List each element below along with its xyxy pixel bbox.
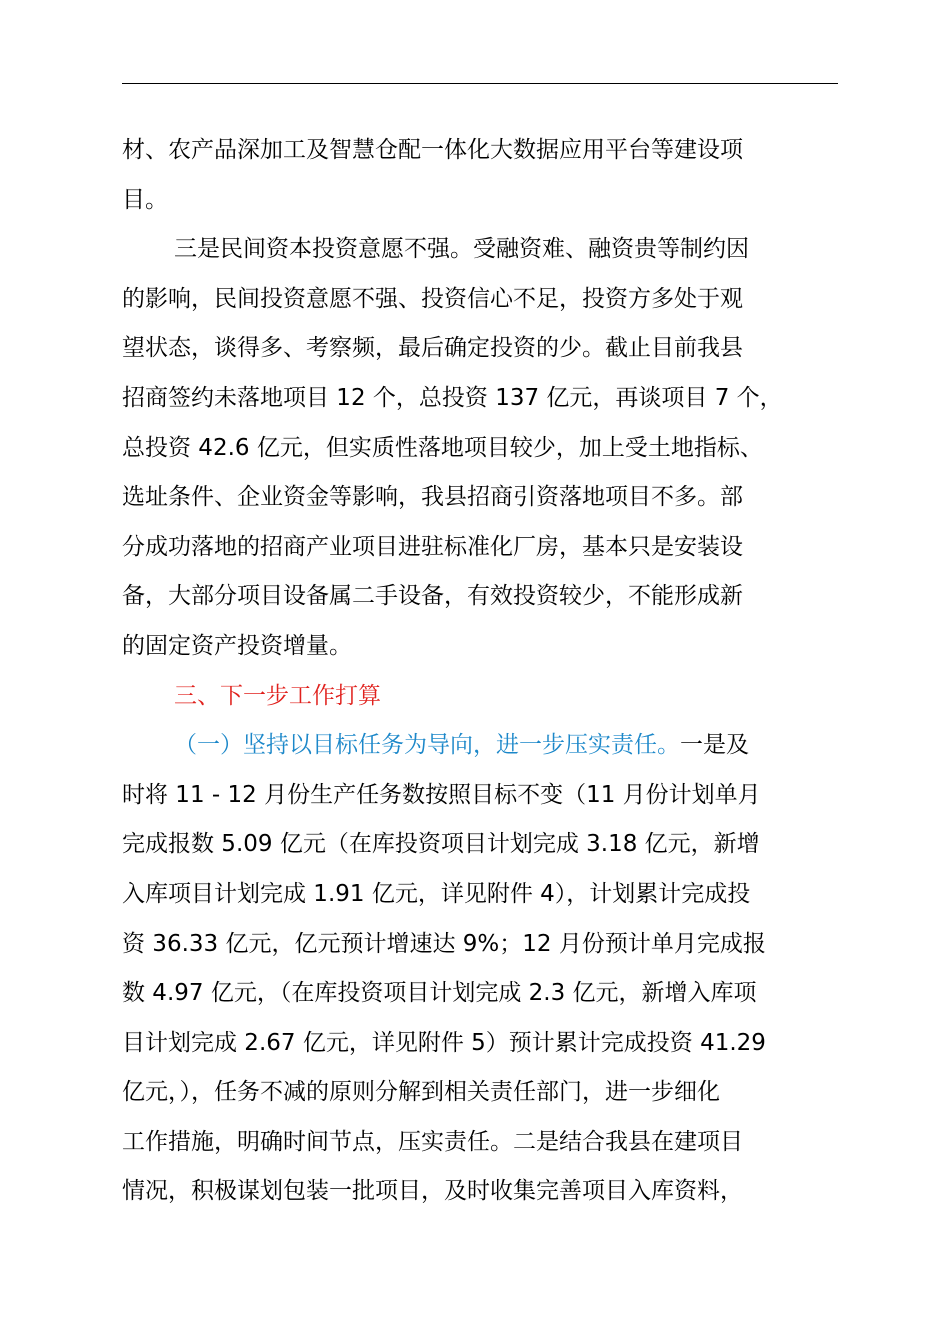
text-line: 入库项目计划完成 1.91 亿元，详见附件 4），计划累计完成投 [122,880,751,907]
header-rule [122,83,838,84]
text-line: 总投资 42.6 亿元，但实质性落地项目较少，加上受土地指标、 [122,434,763,461]
text-line: 资 36.33 亿元，亿元预计增速达 9%；12 月份预计单月完成报 [122,930,766,957]
text-line: 分成功落地的招商产业项目进驻标准化厂房，基本只是安装设 [122,533,743,560]
text-line: 备，大部分项目设备属二手设备，有效投资较少，不能形成新 [122,583,743,610]
text-line: 数 4.97 亿元，（在库投资项目计划完成 2.3 亿元，新增入库项 [122,980,757,1007]
text-line: 工作措施，明确时间节点，压实责任。二是结合我县在建项目 [122,1128,743,1155]
text-line: 亿元，），任务不减的原则分解到相关责任部门，进一步细化 [122,1079,720,1106]
text-line: 选址条件、企业资金等影响，我县招商引资落地项目不多。部 [122,484,743,511]
subsection-line [122,721,852,771]
document-body [122,126,852,1217]
text-line: 望状态，谈得多、考察频，最后确定投资的少。截止目前我县 [122,335,743,362]
text-line: 时将 11 - 12 月份生产任务数按照目标不变（11 月份计划单月 [122,781,761,808]
text-line: 招商签约未落地项目 12 个，总投资 137 亿元，再谈项目 7 个， [122,384,783,411]
paragraph-start: 三是民间资本投资意愿不强。受融资难、融资贵等制约因 [174,236,749,263]
subsection-heading: （一）坚持以目标任务为导向，进一步压实责任。 [174,732,680,759]
subsection-text: 一是及 [680,732,749,759]
text-line: 材、农产品深加工及智慧仓配一体化大数据应用平台等建设项 [122,137,743,163]
text-line: 完成报数 5.09 亿元（在库投资项目计划完成 3.18 亿元，新增 [122,831,760,858]
section-heading: 三、下一步工作打算 [174,682,381,709]
text-line: 情况，积极谋划包装一批项目，及时收集完善项目入库资料， [122,1178,743,1205]
text-line: 的影响，民间投资意愿不强、投资信心不足，投资方多处于观 [122,285,743,312]
text-line: 的固定资产投资增量。 [122,632,352,659]
text-line: 目计划完成 2.67 亿元，详见附件 5）预计累计完成投资 41.29 [122,1029,766,1056]
text-line: 目。 [122,186,168,213]
